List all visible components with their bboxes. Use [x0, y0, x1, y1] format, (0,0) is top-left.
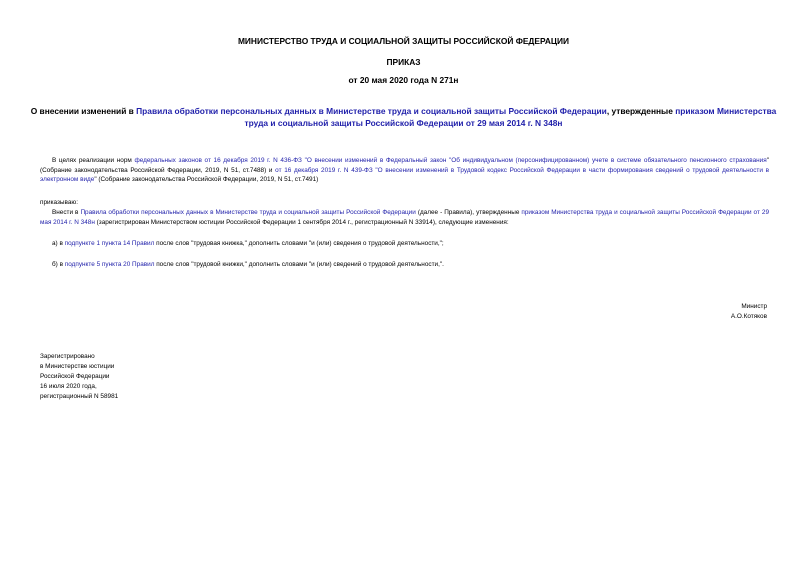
registration-line: Российской Федерации — [40, 373, 110, 380]
doc-date-number: от 20 мая 2020 года N 271н — [348, 75, 459, 85]
registration-line: регистрационный N 58981 — [40, 393, 119, 400]
preamble-link-laws[interactable]: федеральных законов от 16 декабря 2019 г. N 436-ФЗ "О внесении изменений в Федеральный закон "Об индивидуальном (персонифицированном) учете в системе обязательного пенсионного страхования — [134, 157, 767, 164]
title-link-order[interactable]: приказом Министерства труда и социальной защиты Российской Федерации от 29 мая 2014 г. N 348н — [244, 106, 777, 128]
registration-block — [40, 352, 118, 402]
main-link-rules[interactable]: Правила обработки персональных данных в Министерстве труда и социальной защиты Российской Федерации — [80, 209, 416, 216]
signature-position: Министр — [741, 303, 767, 310]
registration-line: в Министерстве юстиции — [40, 363, 115, 370]
doc-type-heading: ПРИКАЗ — [386, 57, 421, 67]
order-word: приказываю: — [40, 199, 78, 206]
item-b — [40, 260, 769, 270]
preamble-text-1: В целях реализации норм — [52, 157, 135, 164]
item-a-text-1: а) в — [52, 240, 65, 247]
item-b-text-2: после слов "трудовой книжки," дополнить словами "и (или) сведений о трудовой деятельности,". — [154, 261, 444, 268]
item-a — [40, 239, 769, 249]
registration-line: Зарегистрировано — [40, 353, 95, 360]
signature-name: А.О.Котяков — [730, 313, 767, 320]
title-link-rules[interactable]: Правила обработки персональных данных в Министерстве труда и социальной защиты Российской Федерации — [136, 106, 607, 116]
preamble-paragraph — [40, 156, 769, 185]
main-text-2: (далее - Правила), утвержденные — [415, 209, 522, 216]
main-text-3: (зарегистрирован Министерством юстиции Российской Федерации 1 сентября 2014 г., регистрационный N 33914), следующие изменения: — [94, 218, 509, 226]
main-link-order[interactable]: приказом Министерства труда и социальной защиты Российской Федерации от 29 мая 2014 г. N 348н — [40, 209, 769, 226]
registration-line: 16 июля 2020 года, — [40, 383, 97, 390]
item-a-text-2: после слов "трудовая книжка," дополнить словами "и (или) сведения о трудовой деятельности,"; — [154, 240, 444, 247]
preamble-text-3: " (Собрание законодательства Российской Федерации, 2019, N 51, ст.7491) — [94, 176, 319, 184]
preamble-text-2: " (Собрание законодательства Российской Федерации, 2019, N 51, ст.7488) и — [40, 157, 769, 174]
main-paragraph — [40, 208, 769, 227]
item-b-text-1: б) в — [52, 261, 65, 268]
item-b-link[interactable]: подпункте 5 пункта 20 Правил — [64, 261, 155, 268]
title-middle: , утвержденные — [606, 106, 676, 116]
ministry-heading: МИНИСТЕРСТВО ТРУДА И СОЦИАЛЬНОЙ ЗАЩИТЫ РОССИЙСКОЙ ФЕДЕРАЦИИ — [237, 36, 570, 46]
main-text-1: Внести в — [52, 209, 81, 216]
item-a-link[interactable]: подпункте 1 пункта 14 Правил — [64, 240, 155, 247]
preamble-link-law2[interactable]: от 16 декабря 2019 г. N 439-ФЗ "О внесении изменений в Трудовой кодекс Российской Федерации в части формирования сведений о трудовой деятельности в электронном виде — [40, 166, 769, 184]
title-prefix: О внесении изменений в — [30, 106, 137, 116]
document-title — [30, 105, 777, 129]
